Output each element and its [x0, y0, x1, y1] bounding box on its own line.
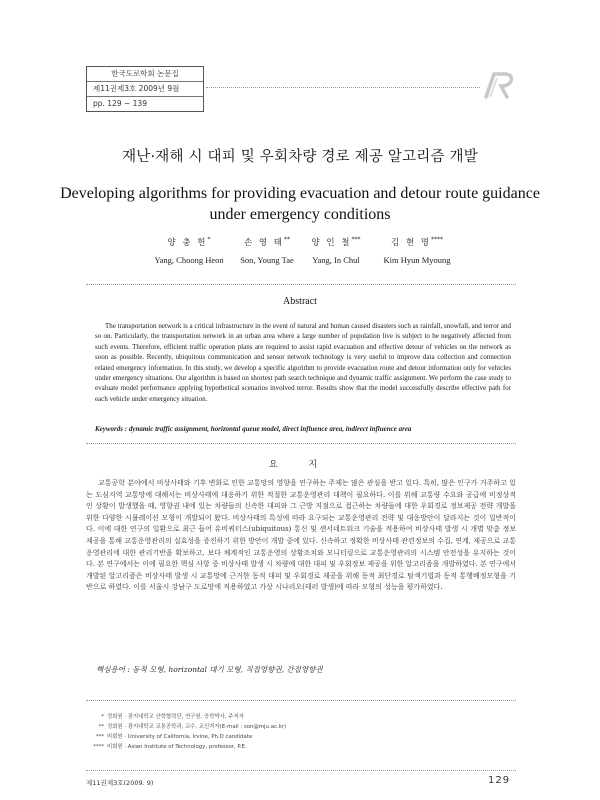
author-2 [234, 236, 300, 265]
footnote-mark: *** [95, 734, 104, 740]
footnote-mark: ** [98, 724, 104, 730]
footnote-item [86, 712, 306, 722]
journal-name: 한국도로학회 논문집 [87, 67, 203, 82]
journal-info-box [86, 66, 204, 112]
journal-volume: 제11권제3호 2009년 9월 [87, 82, 203, 97]
author-name-ko: 양 인 철 [311, 238, 352, 248]
author-mark: *** [351, 236, 361, 244]
header-divider [206, 87, 480, 88]
footnote-text: 정회원 · 광지대학교 교통공학과, 교수, 교신저자(E-mail : son@mju.ac.kr) [107, 724, 287, 730]
author-4 [369, 236, 465, 265]
footnote-text: 비회원 · Asian Institute of Technology, professor, P.E. [107, 744, 247, 750]
footnote-mark: * [101, 714, 104, 720]
footnotes [86, 712, 306, 752]
abstract-top-divider [86, 284, 516, 285]
keywords-korean: 핵심용어 : 동적 모형, horizontal 대기 모형, 직접영향권, 간접영향권 [96, 665, 323, 674]
author-name-ko: 양 충 헌 [167, 238, 208, 248]
author-name-ko: 손 영 태 [243, 238, 285, 248]
author-name-en: Yang, Choong Heon [154, 255, 224, 265]
author-name-en: Yang, In Chul [312, 255, 360, 265]
abstract-heading: Abstract [283, 296, 317, 307]
summary-body: 교통공학 분야에서 비상사태와 기후 변화로 인한 교통망의 영향을 연구하는 주제는 많은 관심을 받고 있다. 특히, 많은 인구가 거주하고 있는 도심지역 교통망에 대해서는 비상사태에 대응하기 위한 적절한 교통운영관리 대책이 필요하다. 이를 위해 교통량 수요와 공급에 비정상적인 상황이 발생했을 때, 영향권 내에 있는 차량들의 신속한 대피와 그 근방 지점으로 접근하는 차량들에 대한 우회경로 정보제공 전략 개발을 위한 다양한 시뮬레이션 모형이 개발되어 왔다. 비상사태의 특성에 따라 요구되는 교통운영관리 전략 및 대응방안이 달라지는 것이 일반적이다. 이에 대한 연구의 일환으로 최근 들어 유비쿼터스(ubiquitous) 통신 및 센서네트워크 기술을 적용하여 비상사태 발생 시 개별 맞춤 정보제공을 통해 교통운영관리의 실효성을 증진하기 위한 방안이 개발 중에 있다. 신속하고 정확한 비상사태 관련정보의 수집, 연계, 제공으로 교통운영관리에 대한 관리기반을 확보하고, 보다 체계적인 교통운영의 상황조치와 모니터링으로 교통운영관리의 시스템 안전성을 유지하는 것이다. 본 연구에서는 이에 필요한 핵심 사항 중 비상사태 발생 시 차량에 대한 대피 및 우회정보 제공을 위한 알고리즘을 개발하였다. 본 연구에서 개발된 알고리즘은 비상사태 발생 시 교통망에 근거한 동적 대피 및 우회경로 제공을 위해 동적 최단경로 탐색기법과 동적 통행배정모형을 기반으로 하였다. 이를 서울시 강남구 도로망에 적용하였고 가상 시나리오(테러 발생)에 따라 모형의 성능을 평가하였다. [86, 479, 516, 592]
author-1 [144, 236, 234, 265]
author-name-en: Son, Young Tae [240, 255, 294, 265]
author-mark: **** [431, 236, 444, 244]
footnote-divider [86, 700, 516, 701]
page-footer-divider [86, 770, 516, 771]
footnote-text: 비회원 · University of California, Irvine, Ph.D candidate [107, 734, 253, 740]
footnote-item [86, 722, 306, 732]
author-name-ko: 김 현 명 [390, 238, 432, 248]
footnote-text: 정회원 · 광지대학교 산학협력단, 연구원, 공학박사, 주저자 [107, 714, 244, 720]
keywords-english: Keywords : dynamic traffic assignment, horizontal queue model, direct influence area, indirect influence area [95, 425, 412, 433]
summary-heading: 요 지 [268, 460, 332, 470]
footnote-mark: **** [93, 744, 104, 750]
footer-issue: 제11권제3호(2009. 9) [86, 779, 154, 787]
author-3 [303, 236, 369, 265]
title-english: Developing algorithms for providing evacuation and detour route guidance under emergency conditions [60, 185, 540, 223]
author-mark: * [207, 236, 211, 244]
page-number: 129 [488, 775, 511, 786]
journal-logo-icon [480, 70, 516, 100]
author-name-en: Kim Hyun Myoung [383, 255, 451, 265]
footnote-item [86, 742, 306, 752]
author-mark: ** [284, 236, 291, 244]
abstract-body: The transportation network is a critical infrastructure in the event of natural and human caused disasters such as rainfall, snowfall, and terror and so on. Particularly, the transportation network in an urban area where a large number of population live is subject to be negatively affected from such events. Therefore, efficient traffic operation plans are required to assist rapid evacuation and effective detour of vehicles on the network as soon as possible. Recently, ubiquitous communication and sensor network technology is very useful to improve data collection and connection related emergency information. In this study, we develop a specific algorithm to provide evacuation route and detour information only for vehicles under emergency situations. Our algorithm is based on shortest path search technique and dynamic traffic assignment. We perform the case study to evaluate model performance applying hypothetical scenarios involved terror. Results show that the model successfully describe effective path for each vehicle under emergency situation. [95, 322, 511, 403]
abstract-bottom-divider [86, 443, 516, 444]
footnote-item [86, 732, 306, 742]
title-korean: 재난·재해 시 대피 및 우회차량 경로 제공 알고리즘 개발 [122, 149, 478, 165]
journal-pages: pp. 129 ~ 139 [93, 99, 147, 108]
